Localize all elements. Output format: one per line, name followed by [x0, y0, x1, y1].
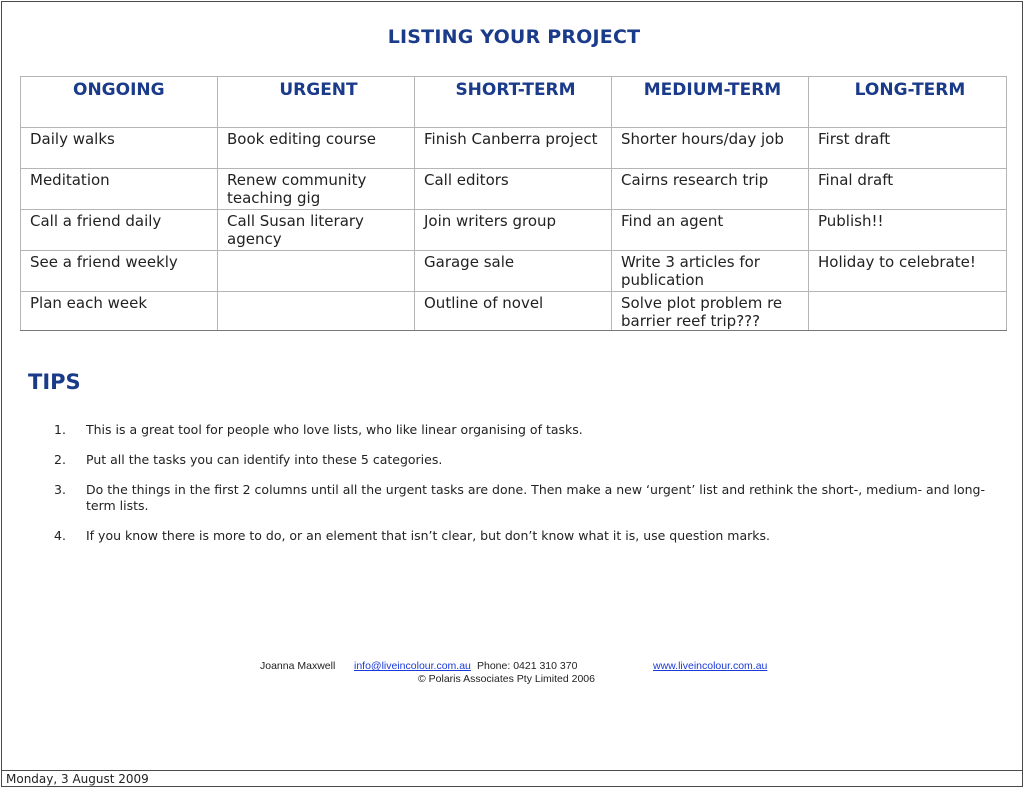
table-cell: Book editing course	[218, 128, 415, 169]
table-cell: Join writers group	[415, 210, 612, 251]
date-label: Monday, 3 August 2009	[6, 772, 149, 786]
table-cell: Write 3 articles for publication	[612, 251, 809, 292]
footer-name: Joanna Maxwell	[260, 660, 336, 672]
table-cell: Shorter hours/day job	[612, 128, 809, 169]
page-title: LISTING YOUR PROJECT	[387, 26, 641, 48]
tip-number: 3.	[54, 482, 66, 497]
tip-text: Do the things in the first 2 columns until all the urgent tasks are done. Then make a new ‘urgent’ list and rethink the short-, medium- and long-term lists.	[86, 482, 985, 513]
table-cell	[218, 292, 415, 331]
table-header-row	[21, 77, 1007, 128]
table-row	[21, 169, 1007, 210]
table-row	[21, 128, 1007, 169]
table-cell: Outline of novel	[415, 292, 612, 331]
tip-text: Put all the tasks you can identify into these 5 categories.	[86, 452, 443, 467]
table-row	[21, 292, 1007, 331]
table-cell	[218, 251, 415, 292]
tip-number: 4.	[54, 528, 66, 543]
column-header-long-term: LONG-TERM	[809, 77, 1007, 128]
table-cell: Finish Canberra project	[415, 128, 612, 169]
column-header-medium-term: MEDIUM-TERM	[612, 77, 809, 128]
tip-text: This is a great tool for people who love lists, who like linear organising of tasks.	[86, 422, 583, 437]
table-cell: Plan each week	[21, 292, 218, 331]
table-row	[21, 251, 1007, 292]
table-cell: See a friend weekly	[21, 251, 218, 292]
footer	[2, 660, 1023, 685]
table-cell: Publish!!	[809, 210, 1007, 251]
column-header-short-term: SHORT-TERM	[415, 77, 612, 128]
column-header-urgent: URGENT	[218, 77, 415, 128]
table-cell: Find an agent	[612, 210, 809, 251]
table-cell: Call editors	[415, 169, 612, 210]
table-cell: Meditation	[21, 169, 218, 210]
slide-page	[1, 1, 1023, 787]
footer-email-link[interactable]: info@liveincolour.com.au	[354, 660, 471, 672]
date-bar	[2, 770, 1023, 787]
footer-phone: Phone: 0421 310 370	[477, 660, 578, 672]
table-cell: First draft	[809, 128, 1007, 169]
table-cell: Final draft	[809, 169, 1007, 210]
list-item	[46, 528, 996, 544]
table-cell: Call a friend daily	[21, 210, 218, 251]
list-item	[46, 422, 996, 438]
column-header-ongoing: ONGOING	[21, 77, 218, 128]
list-item	[46, 452, 996, 468]
table-cell: Daily walks	[21, 128, 218, 169]
tip-number: 1.	[54, 422, 66, 437]
table-cell: Solve plot problem re barrier reef trip???	[612, 292, 809, 331]
tips-heading: TIPS	[28, 370, 81, 394]
table-cell: Call Susan literary agency	[218, 210, 415, 251]
table-cell: Renew community teaching gig	[218, 169, 415, 210]
footer-copyright: © Polaris Associates Pty Limited 2006	[418, 673, 595, 685]
table-cell: Cairns research trip	[612, 169, 809, 210]
project-table	[20, 76, 1007, 331]
table-cell: Holiday to celebrate!	[809, 251, 1007, 292]
table-row	[21, 210, 1007, 251]
tip-number: 2.	[54, 452, 66, 467]
footer-website-link[interactable]: www.liveincolour.com.au	[653, 660, 768, 672]
list-item	[46, 482, 996, 514]
tips-list	[46, 422, 996, 558]
tip-text: If you know there is more to do, or an element that isn’t clear, but don’t know what it is, use question marks.	[86, 528, 770, 543]
table-cell	[809, 292, 1007, 331]
table-cell: Garage sale	[415, 251, 612, 292]
